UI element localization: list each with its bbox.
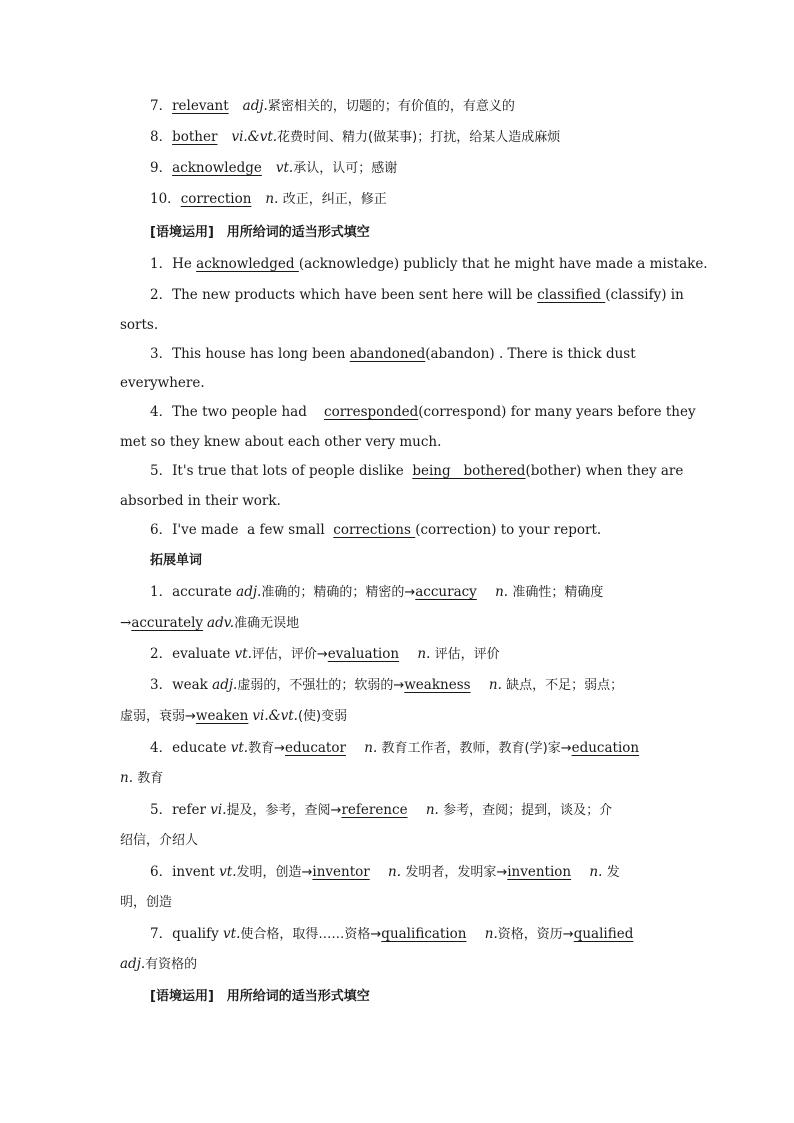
part-of-speech: adv. — [207, 615, 235, 631]
exercise-sentence — [120, 402, 696, 422]
exercise-continuation: absorbed in their work. — [120, 493, 281, 509]
item-number: 6． — [150, 522, 173, 538]
item-number: 2． — [150, 646, 173, 662]
definition: 有资格的 — [145, 957, 198, 972]
item-number: 7． — [150, 98, 173, 114]
extended-vocab-item — [120, 924, 680, 945]
definition: 承认，认可；感谢 — [293, 161, 398, 176]
answer-blank: qualification — [381, 926, 467, 942]
section-tag: [语境运用] — [150, 989, 214, 1004]
sentence-text: It's true that lots of people dislike — [172, 463, 413, 479]
exercise-continuation: met so they knew about each other very much. — [120, 434, 442, 450]
headword: qualify — [172, 926, 219, 942]
part-of-speech: vi. — [210, 802, 227, 818]
definition: 准确无误地 — [234, 616, 300, 631]
answer-blank: accurately — [131, 615, 204, 631]
headword: educate — [172, 740, 227, 756]
part-of-speech: vt. — [219, 864, 237, 880]
section-title: 拓展单词 — [150, 553, 203, 568]
definition: 评估，评价→ — [251, 647, 328, 662]
part-of-speech: adj. — [236, 584, 262, 600]
extended-vocab-continuation — [120, 706, 680, 727]
item-number: 4． — [150, 404, 173, 420]
sentence-text: The new products which have been sent here will be — [172, 287, 538, 303]
answer-blank: invention — [507, 864, 572, 880]
definition: 准确性；精确度 — [512, 585, 604, 600]
exercise-sentence — [120, 520, 680, 540]
answer-blank: relevant — [172, 98, 229, 114]
part-of-speech: n. — [265, 191, 279, 207]
item-number: 9． — [150, 160, 173, 176]
sentence-text: when they are — [581, 463, 684, 479]
section-tag: [语境运用] — [150, 225, 214, 240]
definition: 教育→ — [248, 741, 285, 756]
answer-blank: qualified — [573, 926, 634, 942]
word-hint: (correction) — [415, 522, 497, 538]
part-of-speech: vt. — [234, 646, 252, 662]
definition: 缺点，不足；弱点； — [506, 678, 624, 693]
definition: 虚弱的，不强壮的；软弱的→ — [237, 678, 405, 693]
answer-blank: classified — [537, 287, 606, 303]
part-of-speech: adj. — [120, 956, 146, 972]
item-number: 10． — [150, 191, 181, 207]
answer-blank: education — [571, 740, 640, 756]
headword: evaluate — [172, 646, 231, 662]
part-of-speech: vt. — [275, 160, 294, 176]
exercise-sentence — [120, 285, 684, 305]
definition: (使)变弱 — [297, 709, 348, 724]
part-of-speech: n. — [388, 864, 402, 880]
section-title: 用所给词的适当形式填空 — [226, 989, 370, 1004]
sentence-text: This house has long been — [172, 346, 350, 362]
word-hint: (acknowledge) — [298, 256, 400, 272]
answer-blank: inventor — [312, 864, 370, 880]
part-of-speech: vi.&vt. — [231, 129, 278, 145]
extended-vocab-item — [120, 800, 680, 821]
definition: 发 — [606, 865, 620, 880]
definition: 评估，评价 — [434, 647, 500, 662]
item-number: 6． — [150, 864, 173, 880]
definition: 准确的；精确的；精密的→ — [261, 585, 416, 600]
item-number: 7． — [150, 926, 173, 942]
section-heading — [120, 986, 680, 1007]
extended-vocab-continuation — [120, 768, 680, 789]
vocab-item — [120, 158, 680, 179]
definition: 使合格，取得……资格→ — [240, 927, 382, 942]
extended-vocab-item — [120, 582, 680, 603]
word-hint: (classify) — [605, 287, 667, 303]
item-number: 1． — [150, 256, 173, 272]
exercise-sentence — [120, 344, 680, 364]
extended-vocab-continuation — [120, 892, 680, 913]
answer-blank: weakness — [404, 677, 471, 693]
definition: 紧密相关的，切题的；有价值的，有意义的 — [267, 99, 515, 114]
headword: weak — [172, 677, 208, 693]
part-of-speech: n. — [589, 864, 603, 880]
definition: 改正，纠正，修正 — [282, 192, 387, 207]
definition: 绍信，介绍人 — [120, 833, 199, 848]
vocab-item — [120, 189, 680, 210]
exercise-sentence — [120, 254, 708, 274]
answer-blank: corresponded — [324, 404, 419, 420]
exercise-continuation: everywhere. — [120, 375, 205, 391]
section-heading — [120, 550, 680, 571]
sentence-text: to your report. — [496, 522, 602, 538]
definition: 参考，查阅；提到，谈及；介 — [443, 803, 613, 818]
part-of-speech: n. — [364, 740, 378, 756]
answer-blank: reference — [341, 802, 408, 818]
sentence-text: . There is thick dust — [494, 346, 636, 362]
part-of-speech: n. — [417, 646, 431, 662]
headword: refer — [172, 802, 206, 818]
sentence-text: for many years before they — [506, 404, 696, 420]
part-of-speech: vi.&vt. — [252, 708, 298, 724]
exercise-sentence — [120, 461, 684, 481]
item-number: 5． — [150, 463, 173, 479]
headword: accurate — [172, 584, 232, 600]
vocab-item — [120, 127, 680, 148]
sentence-text: The two people had — [172, 404, 325, 420]
sentence-text: in — [666, 287, 684, 303]
answer-blank: educator — [285, 740, 346, 756]
part-of-speech: n. — [488, 677, 502, 693]
exercise-continuation: sorts. — [120, 317, 159, 333]
answer-blank: correction — [180, 191, 252, 207]
answer-blank: abandoned — [349, 346, 426, 362]
definition: 花费时间、精力(做某事)；打扰，给某人造成麻烦 — [277, 130, 561, 145]
answer-blank: weaken — [195, 708, 249, 724]
word-hint: (abandon) — [425, 346, 495, 362]
answer-blank: corrections — [333, 522, 416, 538]
definition: 教育工作者，教师，教育(学)家→ — [381, 741, 572, 756]
extended-vocab-item — [120, 862, 680, 883]
vocab-item — [120, 96, 680, 117]
section-title: 用所给词的适当形式填空 — [226, 225, 370, 240]
answer-blank: bother — [172, 129, 218, 145]
part-of-speech: n. — [484, 926, 498, 942]
definition: 发明者，发明家→ — [405, 865, 508, 880]
word-hint: (correspond) — [418, 404, 507, 420]
extended-vocab-item — [120, 738, 680, 759]
sentence-text: He — [172, 256, 197, 272]
part-of-speech: adj. — [242, 98, 268, 114]
item-number: 3． — [150, 677, 173, 693]
answer-blank: acknowledge — [172, 160, 262, 176]
word-hint: (bother) — [525, 463, 582, 479]
item-number: 5． — [150, 802, 173, 818]
part-of-speech: n. — [495, 584, 509, 600]
definition: 发明，创造→ — [236, 865, 313, 880]
sentence-text: I've made a few small — [172, 522, 334, 538]
extended-vocab-continuation — [120, 954, 680, 975]
answer-blank: acknowledged — [196, 256, 299, 272]
part-of-speech: n. — [425, 802, 439, 818]
answer-blank: being bothered — [412, 463, 526, 479]
definition: 提及，参考，查阅→ — [226, 803, 342, 818]
arrow: → — [120, 615, 132, 631]
headword: invent — [172, 864, 215, 880]
definition: 明，创造 — [120, 895, 173, 910]
item-number: 1． — [150, 584, 173, 600]
answer-blank: accuracy — [415, 584, 477, 600]
definition: 教育 — [137, 771, 164, 786]
section-heading — [120, 222, 680, 243]
item-number: 8． — [150, 129, 173, 145]
item-number: 4． — [150, 740, 173, 756]
definition: 虚弱，衰弱→ — [120, 709, 196, 724]
part-of-speech: vt. — [230, 740, 249, 756]
part-of-speech: vt. — [223, 926, 241, 942]
extended-vocab-item — [120, 675, 680, 696]
extended-vocab-item — [120, 644, 680, 665]
part-of-speech: adj. — [212, 677, 238, 693]
item-number: 3． — [150, 346, 173, 362]
extended-vocab-continuation — [120, 613, 680, 634]
answer-blank: evaluation — [327, 646, 400, 662]
definition: 资格，资历→ — [497, 927, 574, 942]
part-of-speech: n. — [120, 770, 133, 786]
extended-vocab-continuation — [120, 830, 680, 851]
item-number: 2． — [150, 287, 173, 303]
sentence-text: publicly that he might have made a mistake. — [399, 256, 708, 272]
